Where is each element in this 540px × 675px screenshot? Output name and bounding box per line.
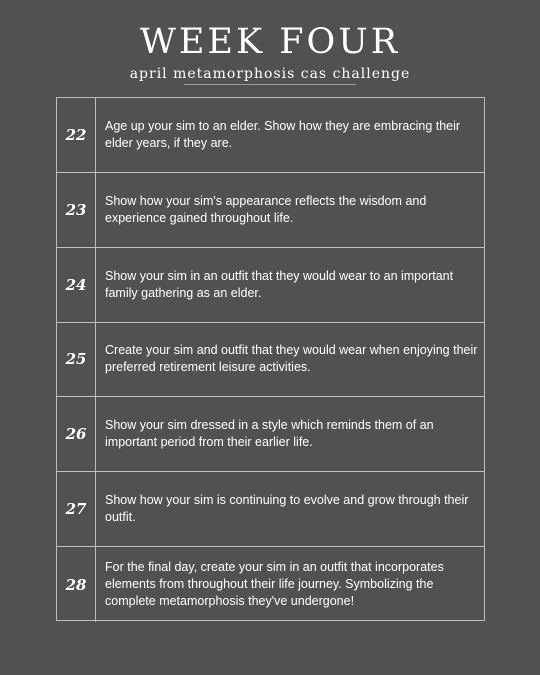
day-number: 25: [57, 323, 96, 397]
day-number: 24: [57, 248, 96, 322]
day-row: [57, 397, 484, 472]
day-number: 27: [57, 472, 96, 546]
page-subtitle: april metamorphosis cas challenge: [129, 66, 411, 82]
day-number: 23: [57, 173, 96, 247]
page-title: WEEK FOUR: [139, 22, 401, 62]
day-row: [57, 98, 484, 173]
day-row: [57, 323, 484, 398]
day-prompt: Create your sim and outfit that they would wear when enjoying their preferred retirement leisure activities.: [105, 343, 478, 375]
challenge-table: [56, 97, 485, 621]
day-row: [57, 173, 484, 248]
day-prompt: Show your sim dressed in a style which reminds them of an important period from their earlier life.: [105, 418, 434, 450]
day-row: [57, 472, 484, 547]
day-number: 28: [57, 547, 96, 622]
day-number: 22: [57, 98, 96, 172]
day-prompt: Show how your sim's appearance reflects the wisdom and experience gained throughout life.: [105, 193, 427, 225]
day-row: [57, 547, 484, 622]
day-row: [57, 248, 484, 323]
subtitle-underline: [184, 84, 356, 85]
day-prompt: For the final day, create your sim in an outfit that incorporates elements from throughout their life journey. Symbolizing the complete metamorphosis they've undergone!: [105, 560, 444, 609]
day-prompt: Age up your sim to an elder. Show how they are embracing their elder years, if they are.: [105, 118, 461, 150]
day-number: 26: [57, 397, 96, 471]
day-prompt: Show your sim in an outfit that they would wear to an important family gathering as an elder.: [105, 268, 454, 300]
day-prompt: Show how your sim is continuing to evolve and grow through their outfit.: [105, 493, 469, 525]
